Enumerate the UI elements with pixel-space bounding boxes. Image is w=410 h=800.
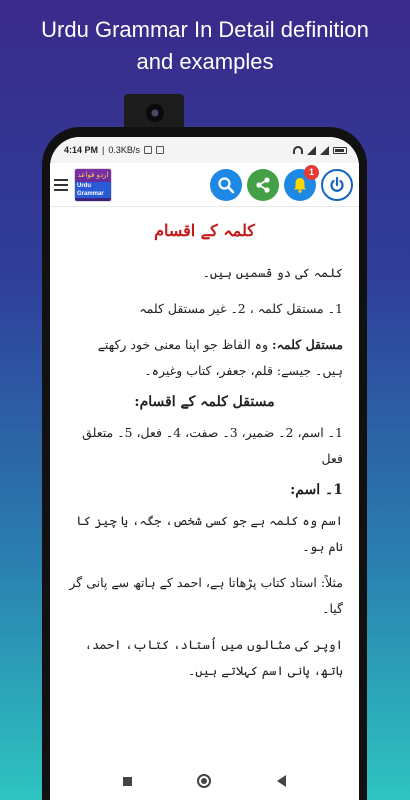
status-speed: 0.3KB/s <box>108 145 140 155</box>
status-time: 4:14 PM <box>64 145 99 155</box>
article-content <box>50 207 359 684</box>
share-icon <box>254 176 272 194</box>
logo-english-text: Urdu Grammar <box>75 182 111 198</box>
search-button[interactable] <box>210 169 242 201</box>
paragraph-3 <box>66 332 343 384</box>
section-heading-ism: 1۔ اسم: <box>290 482 343 498</box>
paragraph-4: 1۔ اسم، 2۔ ضمیر، 3۔ صفت، 4۔ فعل، 5۔ متعلق فعل <box>82 425 343 466</box>
paragraph-6: مثلاً: استاد کتاب پڑھاتا ہے، احمد کے ہاتھ سے پانی گر گیا۔ <box>69 575 343 616</box>
back-icon[interactable] <box>277 775 286 787</box>
promo-line-2: and examples <box>136 49 274 74</box>
paragraph-3-term: مستقل کلمہ: <box>271 337 343 352</box>
notification-icon <box>144 146 152 154</box>
signal-icon <box>307 146 316 155</box>
section-subheading: مستقل کلمہ کے اقسام: <box>134 394 275 410</box>
app-bar <box>50 163 359 207</box>
signal-icon-2 <box>320 146 329 155</box>
menu-icon[interactable] <box>54 179 68 191</box>
article-title: کلمہ کے اقسام <box>154 221 255 240</box>
home-icon[interactable] <box>197 774 211 788</box>
promo-header <box>0 14 410 78</box>
paragraph-2: 1۔ مستقل کلمہ ، 2۔ غیر مستقل کلمہ <box>139 301 343 316</box>
notification-button[interactable] <box>284 169 316 201</box>
paragraph-7: اوپر کی مثالوں میں اُستاد، کتاب، احمد، ہاتھ، پانی اسم کہلاتے ہیں۔ <box>84 637 343 678</box>
notification-badge: 1 <box>304 165 319 180</box>
status-bar <box>50 137 359 163</box>
logo-urdu-text: اردو قواعد <box>77 171 109 179</box>
battery-icon <box>333 147 347 154</box>
phone-screen <box>50 137 359 800</box>
facebook-icon <box>156 146 164 154</box>
system-nav-bar <box>50 762 359 800</box>
app-logo <box>74 168 112 202</box>
recent-apps-icon[interactable] <box>123 777 132 786</box>
paragraph-3-text: وہ الفاظ جو اپنا معنی خود رکھتے ہیں۔ جیسے: قلم، جعفر، کتاب وغیرہ۔ <box>97 337 343 378</box>
paragraph-1: کلمہ کی دو قسمیں ہیں۔ <box>202 265 343 280</box>
share-button[interactable] <box>247 169 279 201</box>
power-icon <box>328 176 346 194</box>
status-sep: | <box>102 145 105 155</box>
power-button[interactable] <box>321 169 353 201</box>
wifi-icon <box>293 146 303 154</box>
camera-lens-icon <box>146 104 164 122</box>
promo-line-1: Urdu Grammar In Detail definition <box>41 17 369 42</box>
search-icon <box>217 176 235 194</box>
paragraph-5: اسم وہ کلمہ ہے جو کسی شخص، جگہ، یا چیز کا نام ہو۔ <box>76 513 343 554</box>
phone-frame <box>42 127 367 800</box>
